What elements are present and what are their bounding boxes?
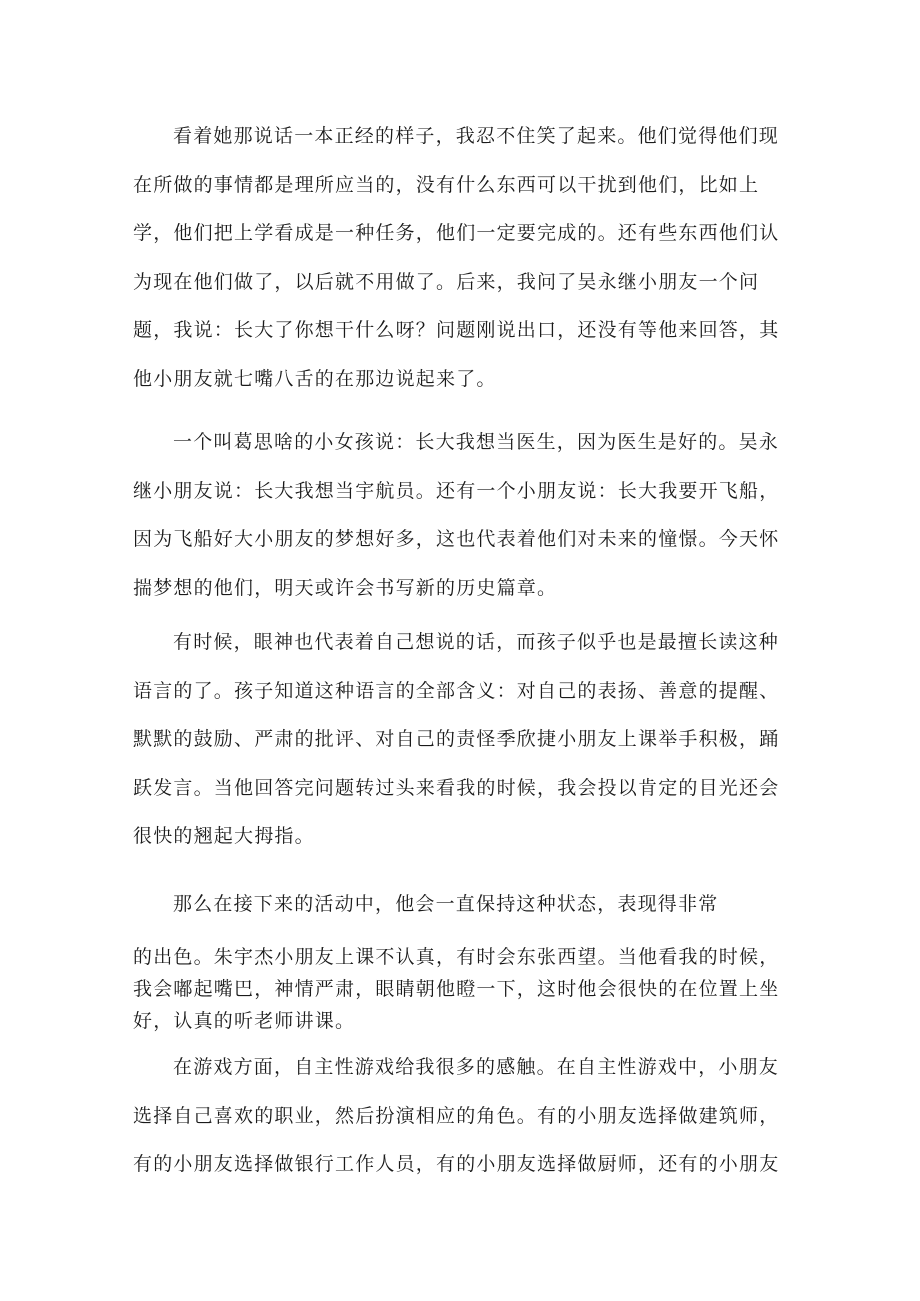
text-line: 有的小朋友选择做银行工作人员，有的小朋友选择做厨师，还有的小朋友 xyxy=(133,1153,780,1175)
paragraph-4-continued xyxy=(133,941,783,1037)
text-line: 为现在他们做了，以后就不用做了。后来，我问了吴永继小朋友一个问 xyxy=(133,270,760,293)
text-line: 学，他们把上学看成是一种任务，他们一定要完成的。还有些东西他们认 xyxy=(133,222,780,244)
text-line: 默默的鼓励、严肃的批评、对自己的责怪季欣捷小朋友上课举手积极，踊 xyxy=(133,728,780,750)
text-line: 他小朋友就七嘴八舌的在那边说起来了。 xyxy=(133,367,497,390)
text-line: 揣梦想的他们，明天或许会书写新的历史篇章。 xyxy=(133,576,558,599)
paragraph-3 xyxy=(133,618,783,861)
text-line: 很快的翘起大拇指。 xyxy=(133,825,315,847)
text-line: 题，我说：长大了你想干什么呀？问题刚说出口，还没有等他来回答，其 xyxy=(133,319,780,341)
paragraph-4 xyxy=(133,880,783,929)
text-line: 一个叫葛思啥的小女孩说：长大我想当医生，因为医生是好的。吴永 xyxy=(173,431,780,453)
paragraph-5 xyxy=(133,1043,783,1189)
text-line: 在所做的事情都是理所应当的，没有什么东西可以干扰到他们，比如上 xyxy=(133,173,760,196)
text-line: 我会嘟起嘴巴，神情严肃，眼睛朝他瞪一下，这时他会很快的在位置上坐 xyxy=(133,978,780,1000)
text-line: 好，认真的听老师讲课。 xyxy=(133,1010,356,1032)
text-line: 因为飞船好大小朋友的梦想好多，这也代表着他们对未来的憧憬。今天怀 xyxy=(133,528,780,550)
paragraph-2 xyxy=(133,418,783,612)
text-line: 语言的了。孩子知道这种语言的全部含义：对自己的表扬、善意的提醒、 xyxy=(133,679,780,702)
text-line: 的出色。朱宇杰小朋友上课不认真，有时会东张西望。当他看我的时候， xyxy=(133,946,780,968)
text-line: 看着她那说话一本正经的样子，我忍不住笑了起来。他们觉得他们现 xyxy=(173,125,780,147)
text-line: 有时候，眼神也代表着自己想说的话，而孩子似乎也是最擅长读这种 xyxy=(173,631,780,653)
text-line: 那么在接下来的活动中，他会一直保持这种状态，表现得非常 xyxy=(173,893,719,915)
text-line: 跃发言。当他回答完问题转过头来看我的时候，我会投以肯定的目光还会 xyxy=(133,776,780,799)
text-line: 继小朋友说：长大我想当宇航员。还有一个小朋友说：长大我要开飞船， xyxy=(133,479,780,502)
text-line: 在游戏方面，自主性游戏给我很多的感触。在自主性游戏中，小朋友 xyxy=(173,1056,780,1078)
paragraph-1 xyxy=(133,112,783,403)
text-line: 选择自己喜欢的职业，然后扮演相应的角色。有的小朋友选择做建筑师， xyxy=(133,1104,780,1127)
